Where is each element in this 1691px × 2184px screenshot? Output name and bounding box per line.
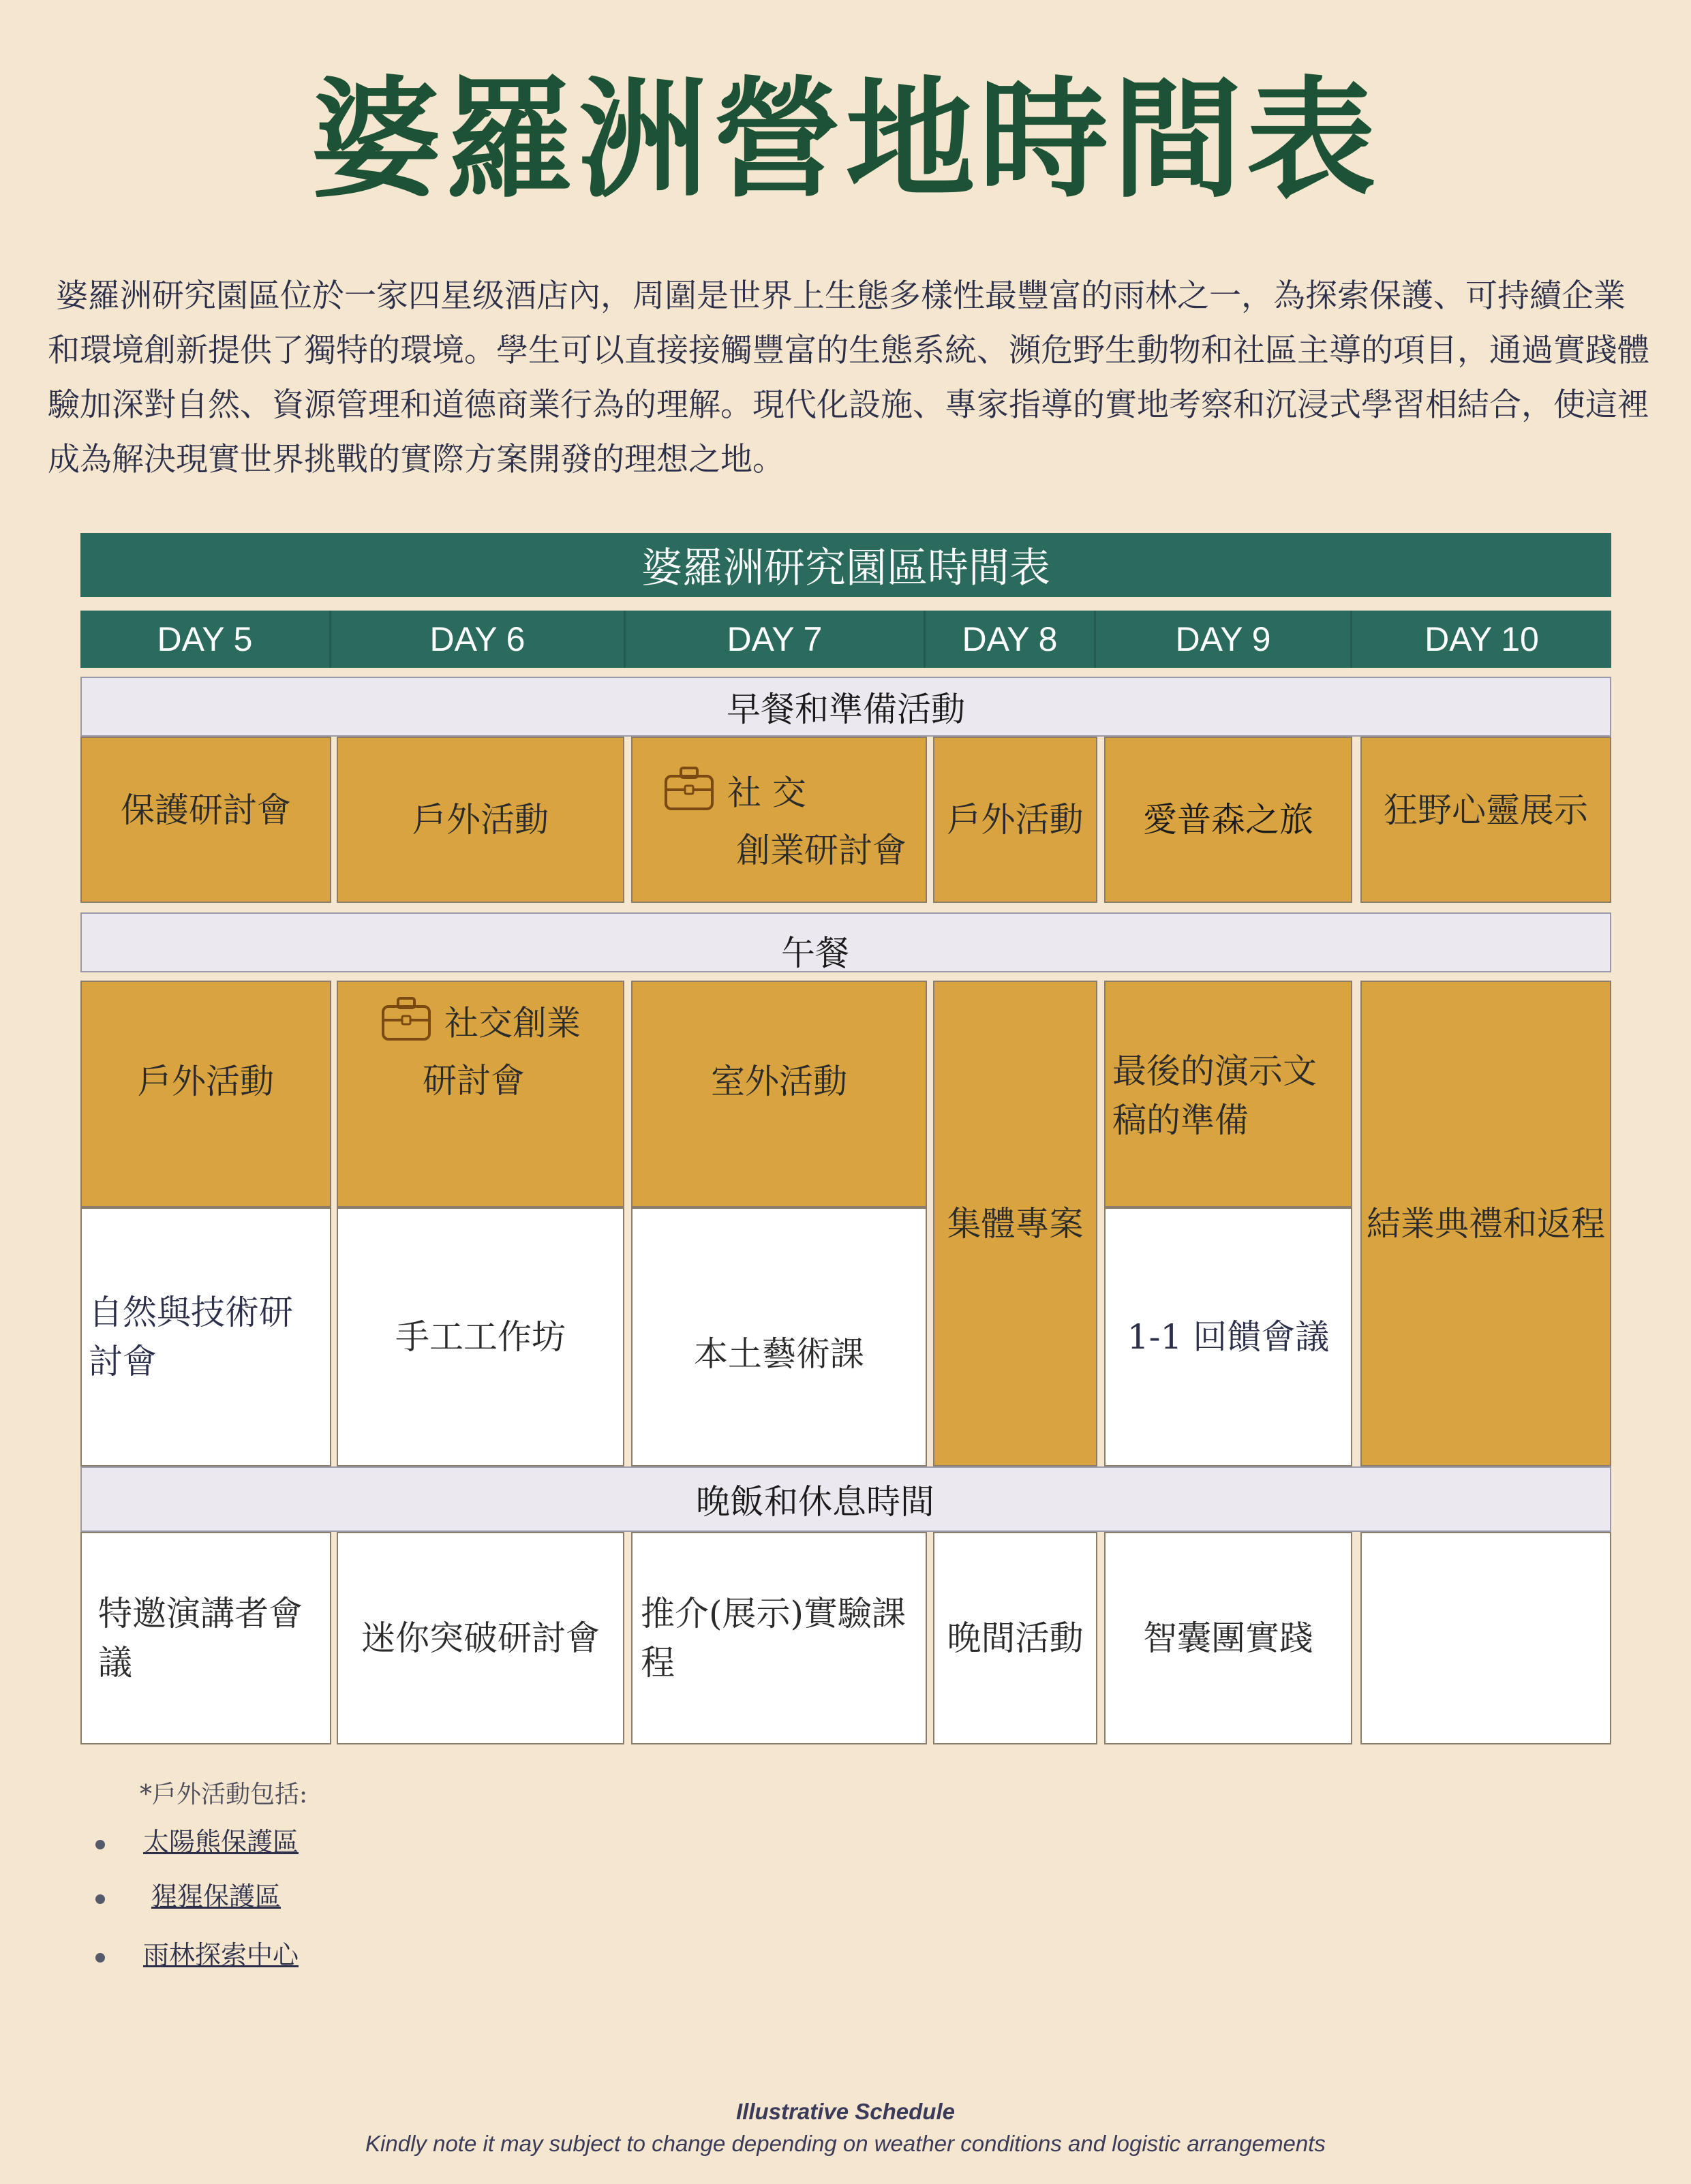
evening-day10-cell <box>1360 1532 1611 1744</box>
day-header-6: DAY 6 <box>331 611 626 668</box>
lunch-band <box>80 912 1611 972</box>
link-rainforest[interactable]: 雨林探索中心 <box>143 1940 299 1970</box>
afternoon2-day5-cell: 自然與技術研討會 <box>80 1208 331 1466</box>
outdoor-note: *戶外活動包括: <box>140 1781 308 1809</box>
breakfast-band: 早餐和準備活動 <box>80 677 1611 737</box>
morning-day9-cell: 愛普森之旅 <box>1104 737 1352 903</box>
evening-day8-cell: 晚間活動 <box>933 1532 1097 1744</box>
evening-day5-cell: 特邀演講者會議 <box>80 1532 331 1744</box>
afternoon-day8-cell: 集體專案 <box>933 981 1097 1466</box>
evening-day9-cell: 智囊團實踐 <box>1104 1532 1352 1744</box>
bullet-icon <box>95 1840 105 1849</box>
afternoon-day6-cell <box>337 981 624 1208</box>
evening-day7-cell: 推介(展示)實驗課程 <box>631 1532 927 1744</box>
morning-day7-label1: 社 交 <box>727 773 806 812</box>
link-sunbear[interactable]: 太陽熊保護區 <box>143 1827 299 1857</box>
dinner-band <box>80 1466 1611 1532</box>
evening-day6-cell: 迷你突破研討會 <box>337 1532 624 1744</box>
afternoon2-day7-cell: 本土藝術課 <box>631 1208 927 1466</box>
morning-day10-cell: 狂野心靈展示 <box>1360 737 1611 903</box>
briefcase-icon <box>380 996 432 1056</box>
morning-day7-line2: 創業研討會 <box>736 830 907 870</box>
morning-day7-cell <box>631 737 927 903</box>
day-header-7: DAY 7 <box>626 611 926 668</box>
dinner-label: 晚飯和休息時間 <box>696 1482 934 1522</box>
briefcase-icon <box>663 765 715 826</box>
afternoon-day6-line1 <box>380 996 581 1056</box>
footer-disclaimer: Kindly note it may subject to change depending on weather conditions and logistic arrangements <box>365 2131 1326 2156</box>
afternoon2-day6-cell: 手工工作坊 <box>337 1208 624 1466</box>
afternoon-day7-cell: 室外活動 <box>631 981 927 1208</box>
link-item-sunbear <box>95 1821 299 1858</box>
day-header-row <box>80 611 1611 668</box>
day-header-5: DAY 5 <box>80 611 331 668</box>
footer-title: Illustrative Schedule <box>736 2099 955 2124</box>
morning-day7-line1 <box>633 765 926 826</box>
afternoon-day10-cell: 結業典禮和返程 <box>1360 981 1611 1466</box>
link-orangutan[interactable]: 猩猩保護區 <box>151 1881 281 1911</box>
page-title: 婆羅洲營地時間表 <box>311 63 1380 215</box>
link-item-orangutan <box>95 1875 281 1913</box>
morning-day6-cell: 戶外活動 <box>337 737 624 903</box>
link-item-rainforest <box>95 1934 299 1971</box>
bullet-icon <box>95 1894 105 1904</box>
day-header-10: DAY 10 <box>1425 620 1539 658</box>
day-header-9: DAY 9 <box>1096 611 1352 668</box>
afternoon-day6-label1: 社交創業 <box>444 1003 581 1043</box>
intro-paragraph: 婆羅洲研究園區位於一家四星级酒店內，周圍是世界上生態多樣性最豐富的雨林之一，為探索保護、可持續企業和環境創新提供了獨特的環境。學生可以直接接觸豐富的生態系統、瀕危野生動物和社區主導的項目，通過實踐體驗加深對自然、資源管理和道德商業行為的理解。現代化設施、專家指導的實地考察和沉浸式學習相結合，使這裡成為解決現實世界挑戰的實際方案開發的理想之地。 <box>48 277 1649 478</box>
afternoon2-day9-cell: 1-1 回饋會議 <box>1104 1208 1352 1466</box>
morning-day5-cell: 保護研討會 <box>80 737 331 903</box>
afternoon-day9-cell: 最後的演示文稿的準備 <box>1104 981 1352 1208</box>
morning-day8-cell: 戶外活動 <box>933 737 1097 903</box>
lunch-label: 午餐 <box>781 934 849 973</box>
bullet-icon <box>95 1953 105 1963</box>
afternoon-day5-cell: 戶外活動 <box>80 981 331 1208</box>
day-header-8: DAY 8 <box>926 611 1096 668</box>
schedule-table-title: 婆羅洲研究園區時間表 <box>80 533 1611 597</box>
afternoon-day6-line2: 研討會 <box>423 1061 525 1101</box>
